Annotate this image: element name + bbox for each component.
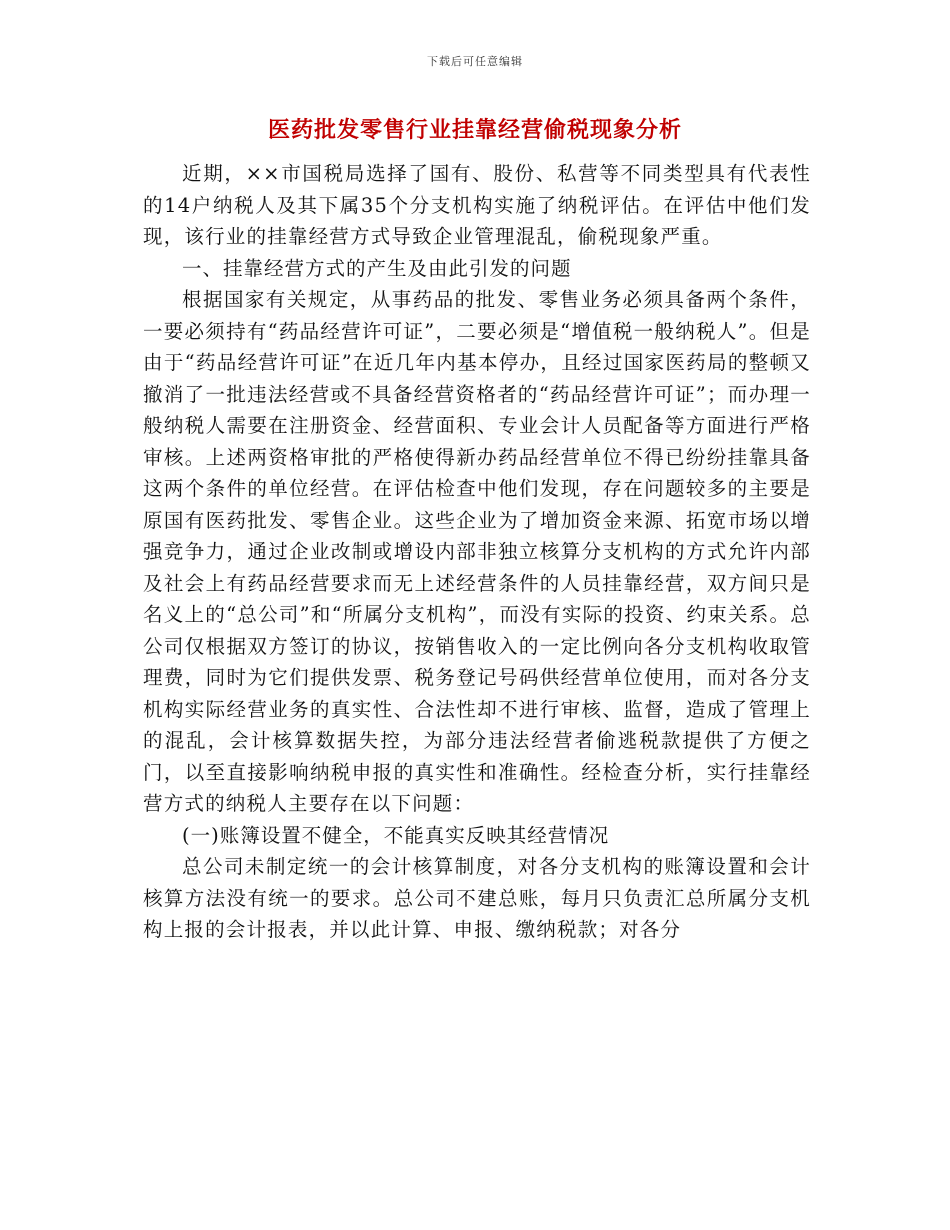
document-body xyxy=(143,158,811,946)
header-note: 下载后可任意编辑 xyxy=(427,55,523,68)
paragraph-accounts: 总公司未制定统一的会计核算制度，对各分支机构的账簿设置和会计核算方法没有统一的要求。总公司不建总账，每月只负责汇总所属分支机构上报的会计报表，并以此计算、申报、缴纳税款；对各分 xyxy=(143,855,811,941)
paragraph-background: 根据国家有关规定，从事药品的批发、零售业务必须具备两个条件，一要必须持有“药品经营许可证”，二要必须是“增值税一般纳税人”。但是由于“药品经营许可证”在近几年内基本停办，且经过国家医药局的整顿又撤消了一批违法经营或不具备经营资格者的“药品经营许可证”；而办理一般纳税人需要在注册资金、经营面积、专业会计人员配备等方面进行严格审核。上述两资格审批的严格使得新办药品经营单位不得已纷纷挂靠具备这两个条件的单位经营。在评估检查中他们发现，存在问题较多的主要是原国有医药批发、零售企业。这些企业为了增加资金来源、拓宽市场以增强竞争力，通过企业改制或增设内部非独立核算分支机构的方式允许内部及社会上有药品经营要求而无上述经营条件的人员挂靠经营，双方间只是名义上的“总公司”和“所属分支机构”，而没有实际的投资、约束关系。总公司仅根据双方签订的协议，按销售收入的一定比例向各分支机构收取管理费，同时为它们提供发票、税务登记号码供经营单位使用，而对各分支机构实际经营业务的真实性、合法性却不进行审核、监督，造成了管理上的混乱，会计核算数据失控，为部分违法经营者偷逃税款提供了方便之门，以至直接影响纳税申报的真实性和准确性。经检查分析，实行挂靠经营方式的纳税人主要存在以下问题： xyxy=(143,288,811,815)
document-title: 医药批发零售行业挂靠经营偷税现象分析 xyxy=(267,117,682,143)
paragraph-intro: 近期，××市国税局选择了国有、股份、私营等不同类型具有代表性的14户纳税人及其下属35个分支机构实施了纳税评估。在评估中他们发现，该行业的挂靠经营方式导致企业管理混乱，偷税现象严重。 xyxy=(143,162,811,248)
section-heading-1: 一、挂靠经营方式的产生及由此引发的问题 xyxy=(182,256,572,280)
subsection-heading-1: (一)账簿设置不健全，不能真实反映其经营情况 xyxy=(182,823,610,847)
